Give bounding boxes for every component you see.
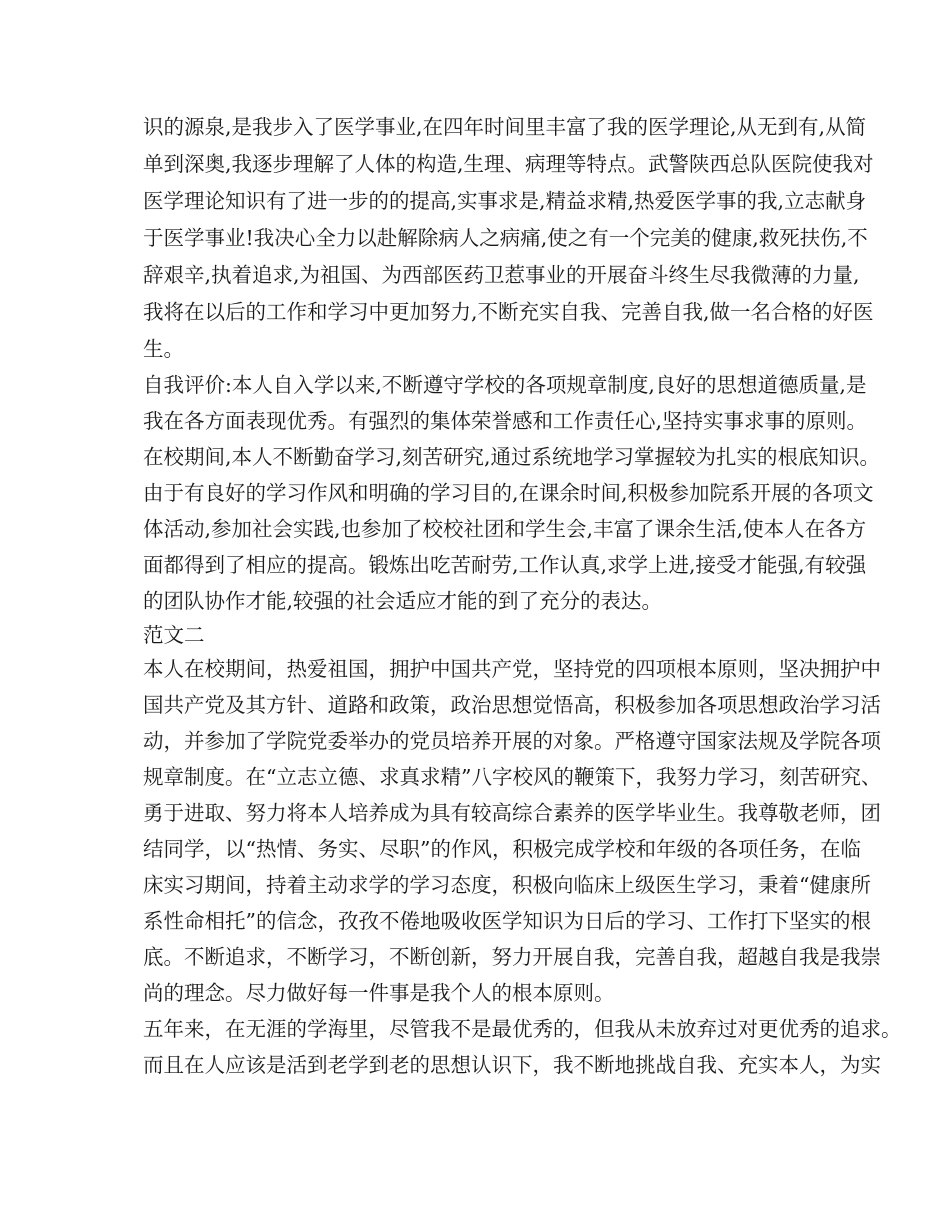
text-line: 我将在以后的工作和学习中更加努力,不断充实自我、完善自我,做一名合格的好医 (143, 300, 874, 324)
text-line: 的团队协作才能,较强的社会适应才能的到了充分的表达。 (143, 589, 663, 613)
text-line: 床实习期间，持着主动求学的学习态度，积极向临床上级医生学习，秉着“健康所 (143, 873, 871, 897)
text-line: 单到深奥,我逐步理解了人体的构造,生理、病理等特点。武警陕西总队医院使我对 (143, 152, 874, 176)
section-heading: 范文二 (143, 623, 205, 647)
text-line: 我在各方面表现优秀。有强烈的集体荣誉感和工作责任心,坚持实事求事的原则。 (143, 409, 868, 433)
text-line: 医学理论知识有了进一步的的提高,实事求是,精益求精,热爱医学事的我,立志献身 (143, 189, 867, 213)
text-line: 动，并参加了学院党委举办的党员培养开展的对象。严格遵守国家法规及学院各项 (143, 729, 881, 753)
text-line: 五年来，在无涯的学海里，尽管我不是最优秀的，但我从未放弃过对更优秀的追求。 (143, 1017, 902, 1041)
text-line: 面都得到了相应的提高。锻炼出吃苦耐劳,工作认真,求学上进,接受才能强,有较强 (143, 553, 867, 577)
text-line: 本人在校期间，热爱祖国，拥护中国共产党，坚持党的四项根本原则，坚决拥护中 (143, 657, 881, 681)
text-line: 识的源泉,是我步入了医学事业,在四年时间里丰富了我的医学理论,从无到有,从简 (143, 115, 867, 139)
text-line: 于医学事业!我决心全力以赴解除病人之病痛,使之有一个完美的健康,救死扶伤,不 (143, 226, 868, 250)
text-line: 生。 (143, 337, 184, 361)
text-line: 尚的理念。尽力做好每一件事是我个人的根本原则。 (143, 981, 615, 1005)
text-line: 由于有良好的学习作风和明确的学习目的,在课余时间,积极参加院系开展的各项文 (143, 481, 874, 505)
text-line: 规章制度。在“立志立德、求真求精”八字校风的鞭策下，我努力学习，刻苦研究、 (143, 765, 882, 789)
text-line: 系性命相托”的信念，孜孜不倦地吸收医学知识为日后的学习、工作打下坚实的根 (143, 909, 871, 933)
text-line: 自我评价:本人自入学以来,不断遵守学校的各项规章制度,良好的思想道德质量,是 (143, 373, 867, 397)
text-line: 国共产党及其方针、道路和政策，政治思想觉悟高，积极参加各项思想政治学习活 (143, 693, 881, 717)
text-line: 体活动,参加社会实践,也参加了校校社团和学生会,丰富了课余生活,使本人在各方 (143, 517, 867, 541)
text-line: 辞艰辛,执着追求,为祖国、为西部医药卫惹事业的开展奋斗终生尽我微薄的力量, (143, 263, 860, 287)
text-line: 结同学，以“热情、务实、尽职”的作风，积极完成学校和年级的各项任务，在临 (143, 837, 861, 861)
text-line: 在校期间,本人不断勤奋学习,刻苦研究,通过系统地学习掌握较为扎实的根底知识。 (143, 445, 881, 469)
text-line: 而且在人应该是活到老学到老的思想认识下，我不断地挑战自我、充实本人，为实 (143, 1053, 881, 1077)
text-line: 勇于进取、努力将本人培养成为具有较高综合素养的医学毕业生。我尊敬老师，团 (143, 801, 881, 825)
text-line: 底。不断追求，不断学习，不断创新，努力开展自我，完善自我，超越自我是我崇 (143, 945, 881, 969)
